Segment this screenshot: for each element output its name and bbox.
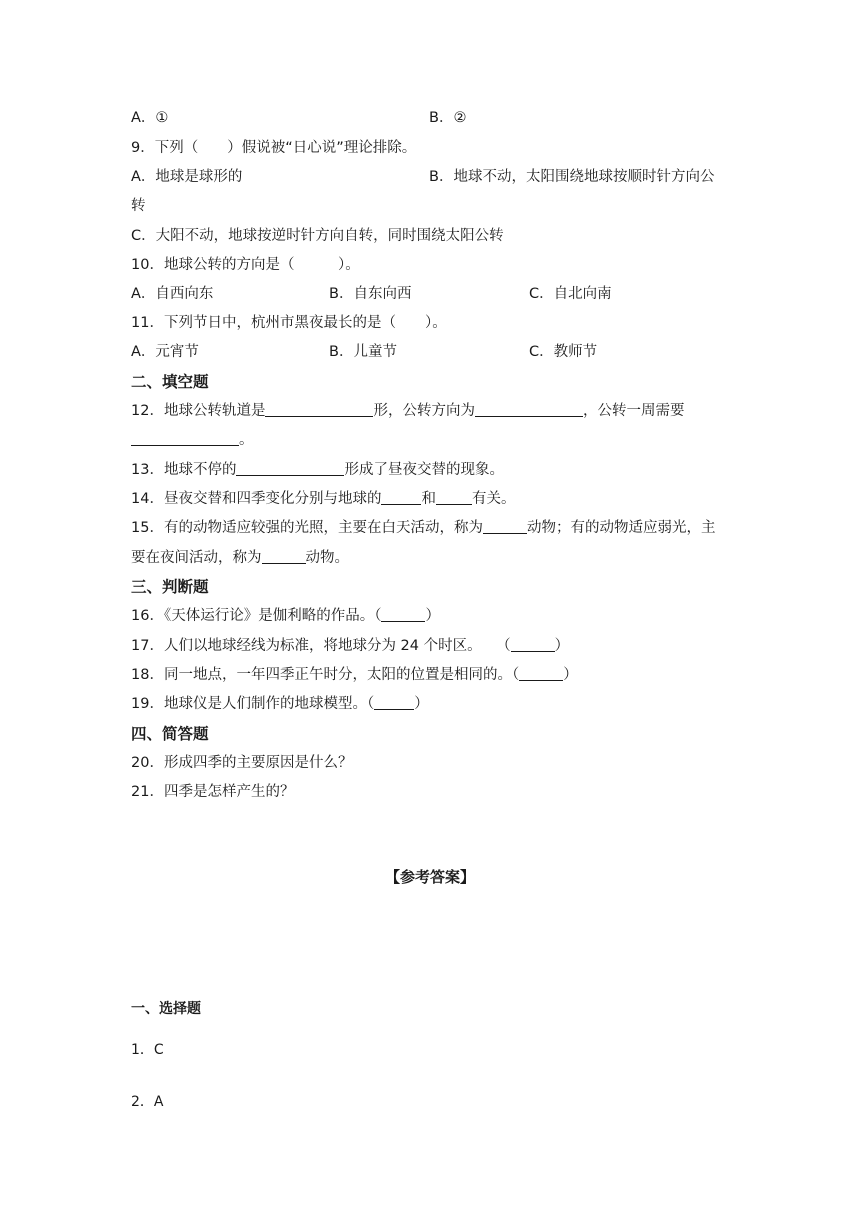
q13 [131, 460, 740, 480]
q16 [131, 606, 740, 626]
q21: 21．四季是怎样产生的？ [131, 784, 295, 800]
q14-text-2: 和 [421, 491, 436, 507]
q12-blank-3[interactable] [131, 430, 239, 446]
section-true-false-heading: 三、判断题 [131, 578, 209, 596]
q15-text-4: 动物。 [305, 550, 349, 566]
q15-text-3: 要在夜间活动，称为 [131, 550, 262, 566]
q14-blank-2[interactable] [436, 489, 472, 505]
q14-text-3: 有关。 [471, 491, 516, 507]
q10-option-b: B．自东向西 [329, 286, 412, 302]
q11-stem: 11．下列节日中，杭州市黑夜最长的是（ ）。 [131, 315, 447, 331]
answer-title: 【参考答案】 [384, 868, 475, 886]
q13-text-1: 13．地球不停的 [131, 462, 237, 478]
q12-text-4: 。 [239, 432, 254, 448]
answer-section-choice-heading: 一、选择题 [131, 1001, 201, 1017]
q14-blank-1[interactable] [381, 489, 421, 505]
q10-stem: 10．地球公转的方向是（ ）。 [131, 257, 360, 273]
q17-text-2: ） [554, 638, 570, 654]
q17-text-1: 17．人们以地球经线为标准，将地球分为 24 个时区。 （ [131, 638, 511, 654]
q18-text-1: 18．同一地点，一年四季正午时分，太阳的位置是相同的。（ [131, 667, 520, 683]
q12-text-1: 12．地球公转轨道是 [131, 403, 266, 419]
q12-text-2: 形，公转方向为 [373, 403, 475, 419]
answer-1: 1．C [131, 1042, 164, 1058]
q19-text-1: 19．地球仪是人们制作的地球模型。（ [131, 696, 375, 712]
q8-option-b: B．② [429, 110, 467, 126]
q8-option-a: A．① [131, 110, 169, 126]
q14-text-1: 14．昼夜交替和四季变化分别与地球的 [131, 491, 382, 507]
q18-blank[interactable] [519, 665, 563, 681]
q11-option-c: C．教师节 [529, 344, 598, 360]
q12-line1 [131, 401, 740, 421]
q17-blank[interactable] [511, 636, 555, 652]
section-short-answer-heading: 四、简答题 [131, 725, 209, 743]
q15-line1 [131, 518, 740, 538]
q10-option-c: C．自北向南 [529, 286, 612, 302]
q19 [131, 694, 740, 714]
q13-blank[interactable] [236, 460, 344, 476]
q16-blank[interactable] [381, 606, 425, 622]
q20: 20．形成四季的主要原因是什么？ [131, 755, 353, 771]
q15-line2 [131, 548, 740, 568]
q12-text-3: ，公转一周需要 [582, 403, 685, 419]
q18-text-2: ） [563, 667, 578, 683]
q19-blank[interactable] [374, 694, 414, 710]
q15-blank-1[interactable] [483, 518, 527, 534]
q9-option-b-continued: 转 [131, 198, 146, 214]
q17 [131, 636, 740, 656]
q11-option-b: B．儿童节 [329, 344, 397, 360]
answer-2: 2．A [131, 1094, 164, 1110]
q9-option-c: C．大阳不动，地球按逆时针方向自转，同时围绕太阳公转 [131, 228, 504, 244]
q16-text-1: 16．《天体运行论》是伽利略的作品。（ [131, 608, 382, 624]
q14 [131, 489, 740, 509]
section-fill-blank-heading: 二、填空题 [131, 373, 209, 391]
q16-text-2: ） [425, 608, 440, 624]
q12-blank-1[interactable] [265, 401, 373, 417]
q15-text-1: 15．有的动物适应较强的光照，主要在白天活动，称为 [131, 520, 483, 536]
q9-option-b: B．地球不动，太阳围绕地球按顺时针方向公 [429, 169, 715, 185]
q9-option-a: A．地球是球形的 [131, 169, 243, 185]
q11-option-a: A．元宵节 [131, 344, 199, 360]
q9-stem: 9．下列（ ）假说被“日心说”理论排除。 [131, 140, 417, 156]
q19-text-2: ） [414, 696, 429, 712]
q15-text-2: 动物；有的动物适应弱光，主 [526, 520, 716, 536]
q12-line2 [131, 430, 740, 450]
q13-text-2: 形成了昼夜交替的现象。 [344, 462, 504, 478]
q18 [131, 665, 740, 685]
q15-blank-2[interactable] [262, 548, 306, 564]
q12-blank-2[interactable] [475, 401, 583, 417]
q10-option-a: A．自西向东 [131, 286, 214, 302]
